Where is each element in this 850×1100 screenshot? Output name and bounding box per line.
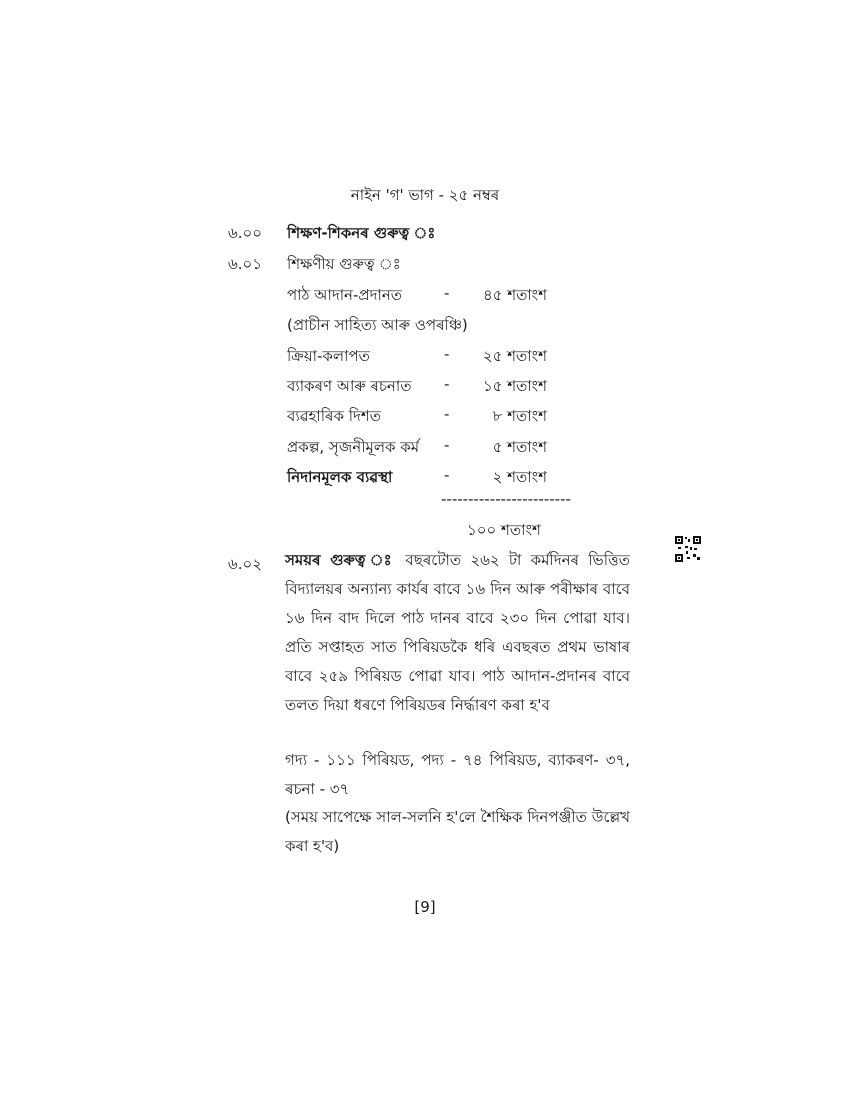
weight-value: ২৫ শতাংশ xyxy=(482,347,547,365)
weight-row xyxy=(287,284,587,306)
qr-code-icon xyxy=(675,536,701,562)
weight-label: ক্ৰিয়া-কলাপত xyxy=(287,347,370,365)
section-number-6-02: ৬.০২ xyxy=(228,555,263,573)
weight-value: ৫ শতাংশ xyxy=(492,438,547,456)
weight-label: ব্যাকৰণ আৰু ৰচনাত xyxy=(287,377,412,395)
section-title-6-01: শিক্ষণীয় গুৰুত্ব ঃ xyxy=(287,255,401,273)
weight-value: ৮ শতাংশ xyxy=(492,407,547,425)
time-importance-paragraph xyxy=(285,546,630,720)
calendar-note: (সময় সাপেক্ষে সাল-সলনি হ'লে শৈক্ষিক দিনপঞ্জীত উল্লেখ কৰা হ'ব) xyxy=(285,808,630,855)
page-number: [9] xyxy=(414,898,436,916)
weight-dash: - xyxy=(444,405,450,423)
period-allocation: গদ্য - ১১১ পিৰিয়ড, পদ্য - ৭৪ পিৰিয়ড, ব্যাকৰণ- ৩৭, ৰচনা - ৩৭ xyxy=(285,751,630,798)
weight-label: ব্যৱহাৰিক দিশত xyxy=(287,407,382,425)
weight-dash: - xyxy=(444,466,450,484)
weight-row xyxy=(287,466,587,488)
weight-row xyxy=(287,405,587,427)
total-divider: ------------------------ xyxy=(441,490,571,508)
section-number-6-01: ৬.০১ xyxy=(228,255,263,273)
section-title-6-02: সময়ৰ গুৰুত্ব ঃ xyxy=(285,551,397,569)
weight-note xyxy=(287,314,587,336)
weight-row xyxy=(287,436,587,458)
weight-dash: - xyxy=(444,436,450,454)
weight-value: ১৫ শতাংশ xyxy=(482,377,547,395)
section-title-6-00: শিক্ষণ-শিকনৰ গুৰুত্ব ঃ xyxy=(287,224,436,242)
section-heading: নাইন 'গ' ভাগ - ২৫ নম্বৰ xyxy=(350,186,500,204)
weight-dash: - xyxy=(444,345,450,363)
weight-dash: - xyxy=(444,284,450,302)
weight-label: প্ৰকল্প, সৃজনীমূলক কৰ্ম xyxy=(287,438,420,456)
weight-value: ৪৫ শতাংশ xyxy=(482,286,547,304)
weight-dash: - xyxy=(444,375,450,393)
weight-value: ২ শতাংশ xyxy=(492,468,547,486)
time-importance-body: বছৰটোত ২৬২ টা কৰ্মদিনৰ ভিত্তিত বিদ্যালয়ৰ অন্যান্য কাৰ্যৰ বাবে ১৬ দিন আৰু পৰীক্ষাৰ বাবে ১৬ দিন বাদ দিলে পাঠ দানৰ বাবে ২৩০ দিন পোৱা যাব। প্ৰতি সপ্তাহত সাত পিৰিয়ডকৈ ধৰি এবছৰত প্ৰথম ভাষাৰ বাবে ২৫৯ পিৰিয়ড পোৱা যাব। পাঠ আদান-প্ৰদানৰ বাবে তলত দিয়া ধৰণে পিৰিয়ডৰ নিৰ্দ্ধাৰণ কৰা হ'ব xyxy=(285,551,630,714)
total-value: ১০০ শতাংশ xyxy=(467,521,541,539)
section-number-6-00: ৬.০০ xyxy=(228,224,263,242)
weight-label: পাঠ আদান-প্ৰদানত xyxy=(287,286,403,304)
weight-row xyxy=(287,345,587,367)
weight-label: নিদানমূলক ব্যৱস্থা xyxy=(287,468,393,486)
weight-note-label: (প্ৰাচীন সাহিত্য আৰু ওপৰঞ্চি) xyxy=(287,316,468,334)
weight-row xyxy=(287,375,587,397)
